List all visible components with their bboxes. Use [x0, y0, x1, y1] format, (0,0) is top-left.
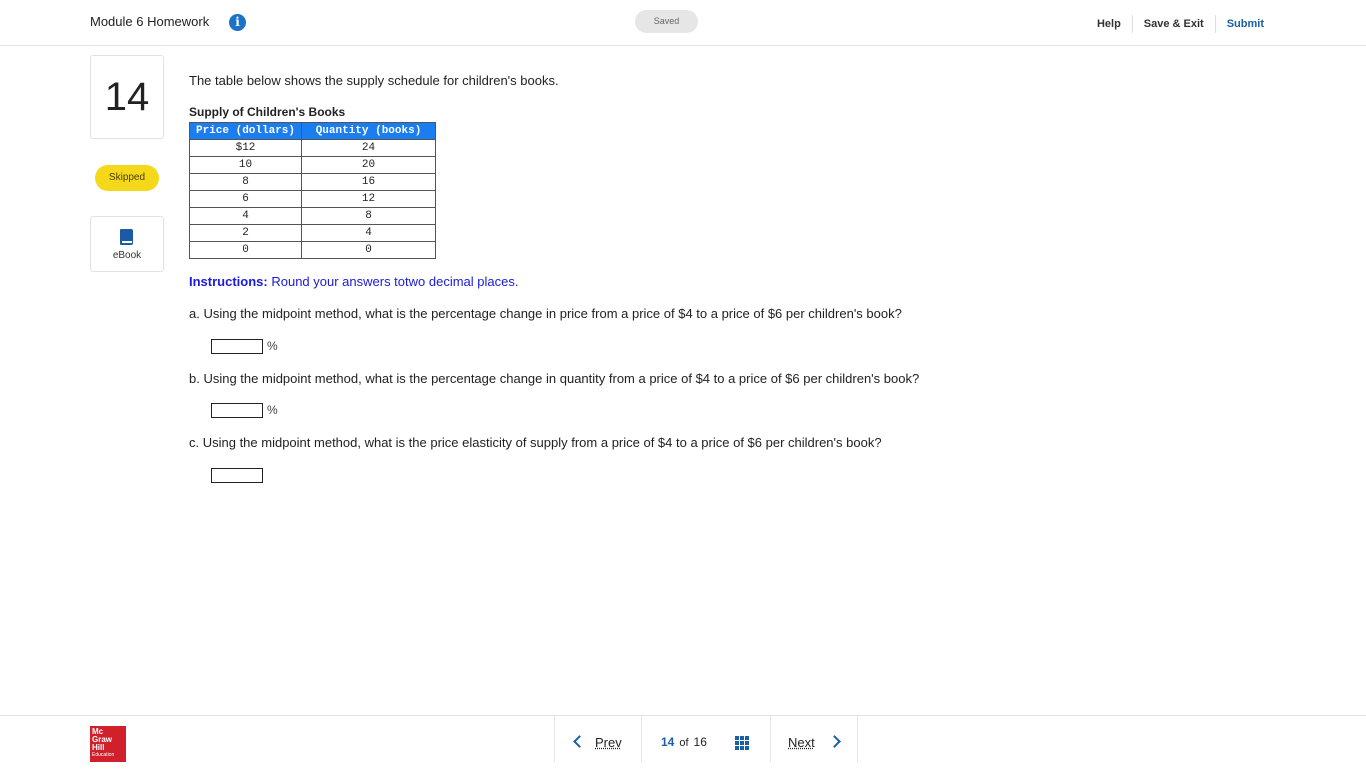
- question-number: 14: [90, 55, 164, 139]
- question-a-text: a. Using the midpoint method, what is the percentage change in price from a price of $4 to a price of $6 per children's book?: [189, 306, 902, 321]
- quantity-cell: 8: [302, 208, 436, 225]
- logo-line: Mc: [92, 727, 104, 736]
- instructions-text: Round your answers totwo decimal places.: [267, 274, 519, 289]
- save-status-badge: Saved: [635, 10, 698, 33]
- chevron-left-icon: [573, 735, 586, 748]
- column-header: Quantity (books): [302, 123, 436, 140]
- quantity-cell: 24: [302, 140, 436, 157]
- price-cell: 8: [190, 174, 302, 191]
- column-header: Price (dollars): [190, 123, 302, 140]
- table-row: [190, 157, 436, 174]
- percent-unit: %: [267, 403, 278, 417]
- question-navigator: [554, 716, 858, 762]
- chevron-right-icon: [828, 735, 841, 748]
- question-b-text: b. Using the midpoint method, what is the percentage change in quantity from a price of $4 to a price of $6 per children's book?: [189, 371, 920, 386]
- price-cell: 0: [190, 242, 302, 259]
- assignment-title: Module 6 Homework: [90, 14, 210, 29]
- total-pages: 16: [693, 735, 707, 749]
- top-header: [0, 0, 1366, 46]
- grid-icon[interactable]: [735, 736, 749, 750]
- table-row: [190, 242, 436, 259]
- of-label: of: [679, 737, 689, 749]
- price-cell: 10: [190, 157, 302, 174]
- mcgraw-hill-logo: [90, 726, 126, 762]
- table-row: [190, 174, 436, 191]
- quantity-cell: 0: [302, 242, 436, 259]
- table-row: [190, 140, 436, 157]
- price-cell: 2: [190, 225, 302, 242]
- table-row: [190, 191, 436, 208]
- next-label: Next: [788, 735, 815, 750]
- price-cell: $12: [190, 140, 302, 157]
- logo-sub: Education: [92, 752, 115, 758]
- next-button[interactable]: [770, 716, 857, 762]
- ebook-button[interactable]: [90, 216, 164, 272]
- supply-table: [189, 122, 436, 259]
- answer-c-input[interactable]: [211, 468, 263, 483]
- instructions: [189, 274, 518, 289]
- answer-b-input[interactable]: [211, 403, 263, 418]
- logo-line: Hill: [92, 743, 105, 752]
- page-indicator[interactable]: [661, 735, 707, 749]
- question-status-badge: Skipped: [95, 165, 159, 191]
- price-cell: 6: [190, 191, 302, 208]
- help-link[interactable]: Help: [1096, 18, 1121, 30]
- question-intro: The table below shows the supply schedule for children's books.: [189, 73, 559, 88]
- table-row: [190, 208, 436, 225]
- submit-link[interactable]: Submit: [1226, 18, 1264, 30]
- prev-button[interactable]: [555, 716, 642, 762]
- current-page: 14: [661, 735, 675, 749]
- table-title: Supply of Children's Books: [189, 105, 346, 119]
- quantity-cell: 20: [302, 157, 436, 174]
- table-header-row: [190, 123, 436, 140]
- quantity-cell: 12: [302, 191, 436, 208]
- book-icon: [120, 229, 133, 245]
- answer-a-input[interactable]: [211, 339, 263, 354]
- price-cell: 4: [190, 208, 302, 225]
- header-links: [1086, 15, 1264, 33]
- percent-unit: %: [267, 339, 278, 353]
- save-exit-link[interactable]: Save & Exit: [1143, 18, 1204, 30]
- quantity-cell: 4: [302, 225, 436, 242]
- quantity-cell: 16: [302, 174, 436, 191]
- info-icon[interactable]: i: [229, 14, 246, 31]
- ebook-label: eBook: [112, 250, 142, 261]
- footer-nav: [0, 715, 1366, 769]
- question-c-text: c. Using the midpoint method, what is the price elasticity of supply from a price of $4 to a price of $6 per children's book?: [189, 435, 882, 450]
- table-row: [190, 225, 436, 242]
- instructions-label: Instructions:: [189, 274, 268, 289]
- logo-line: Graw: [92, 735, 113, 744]
- prev-label: Prev: [595, 735, 622, 750]
